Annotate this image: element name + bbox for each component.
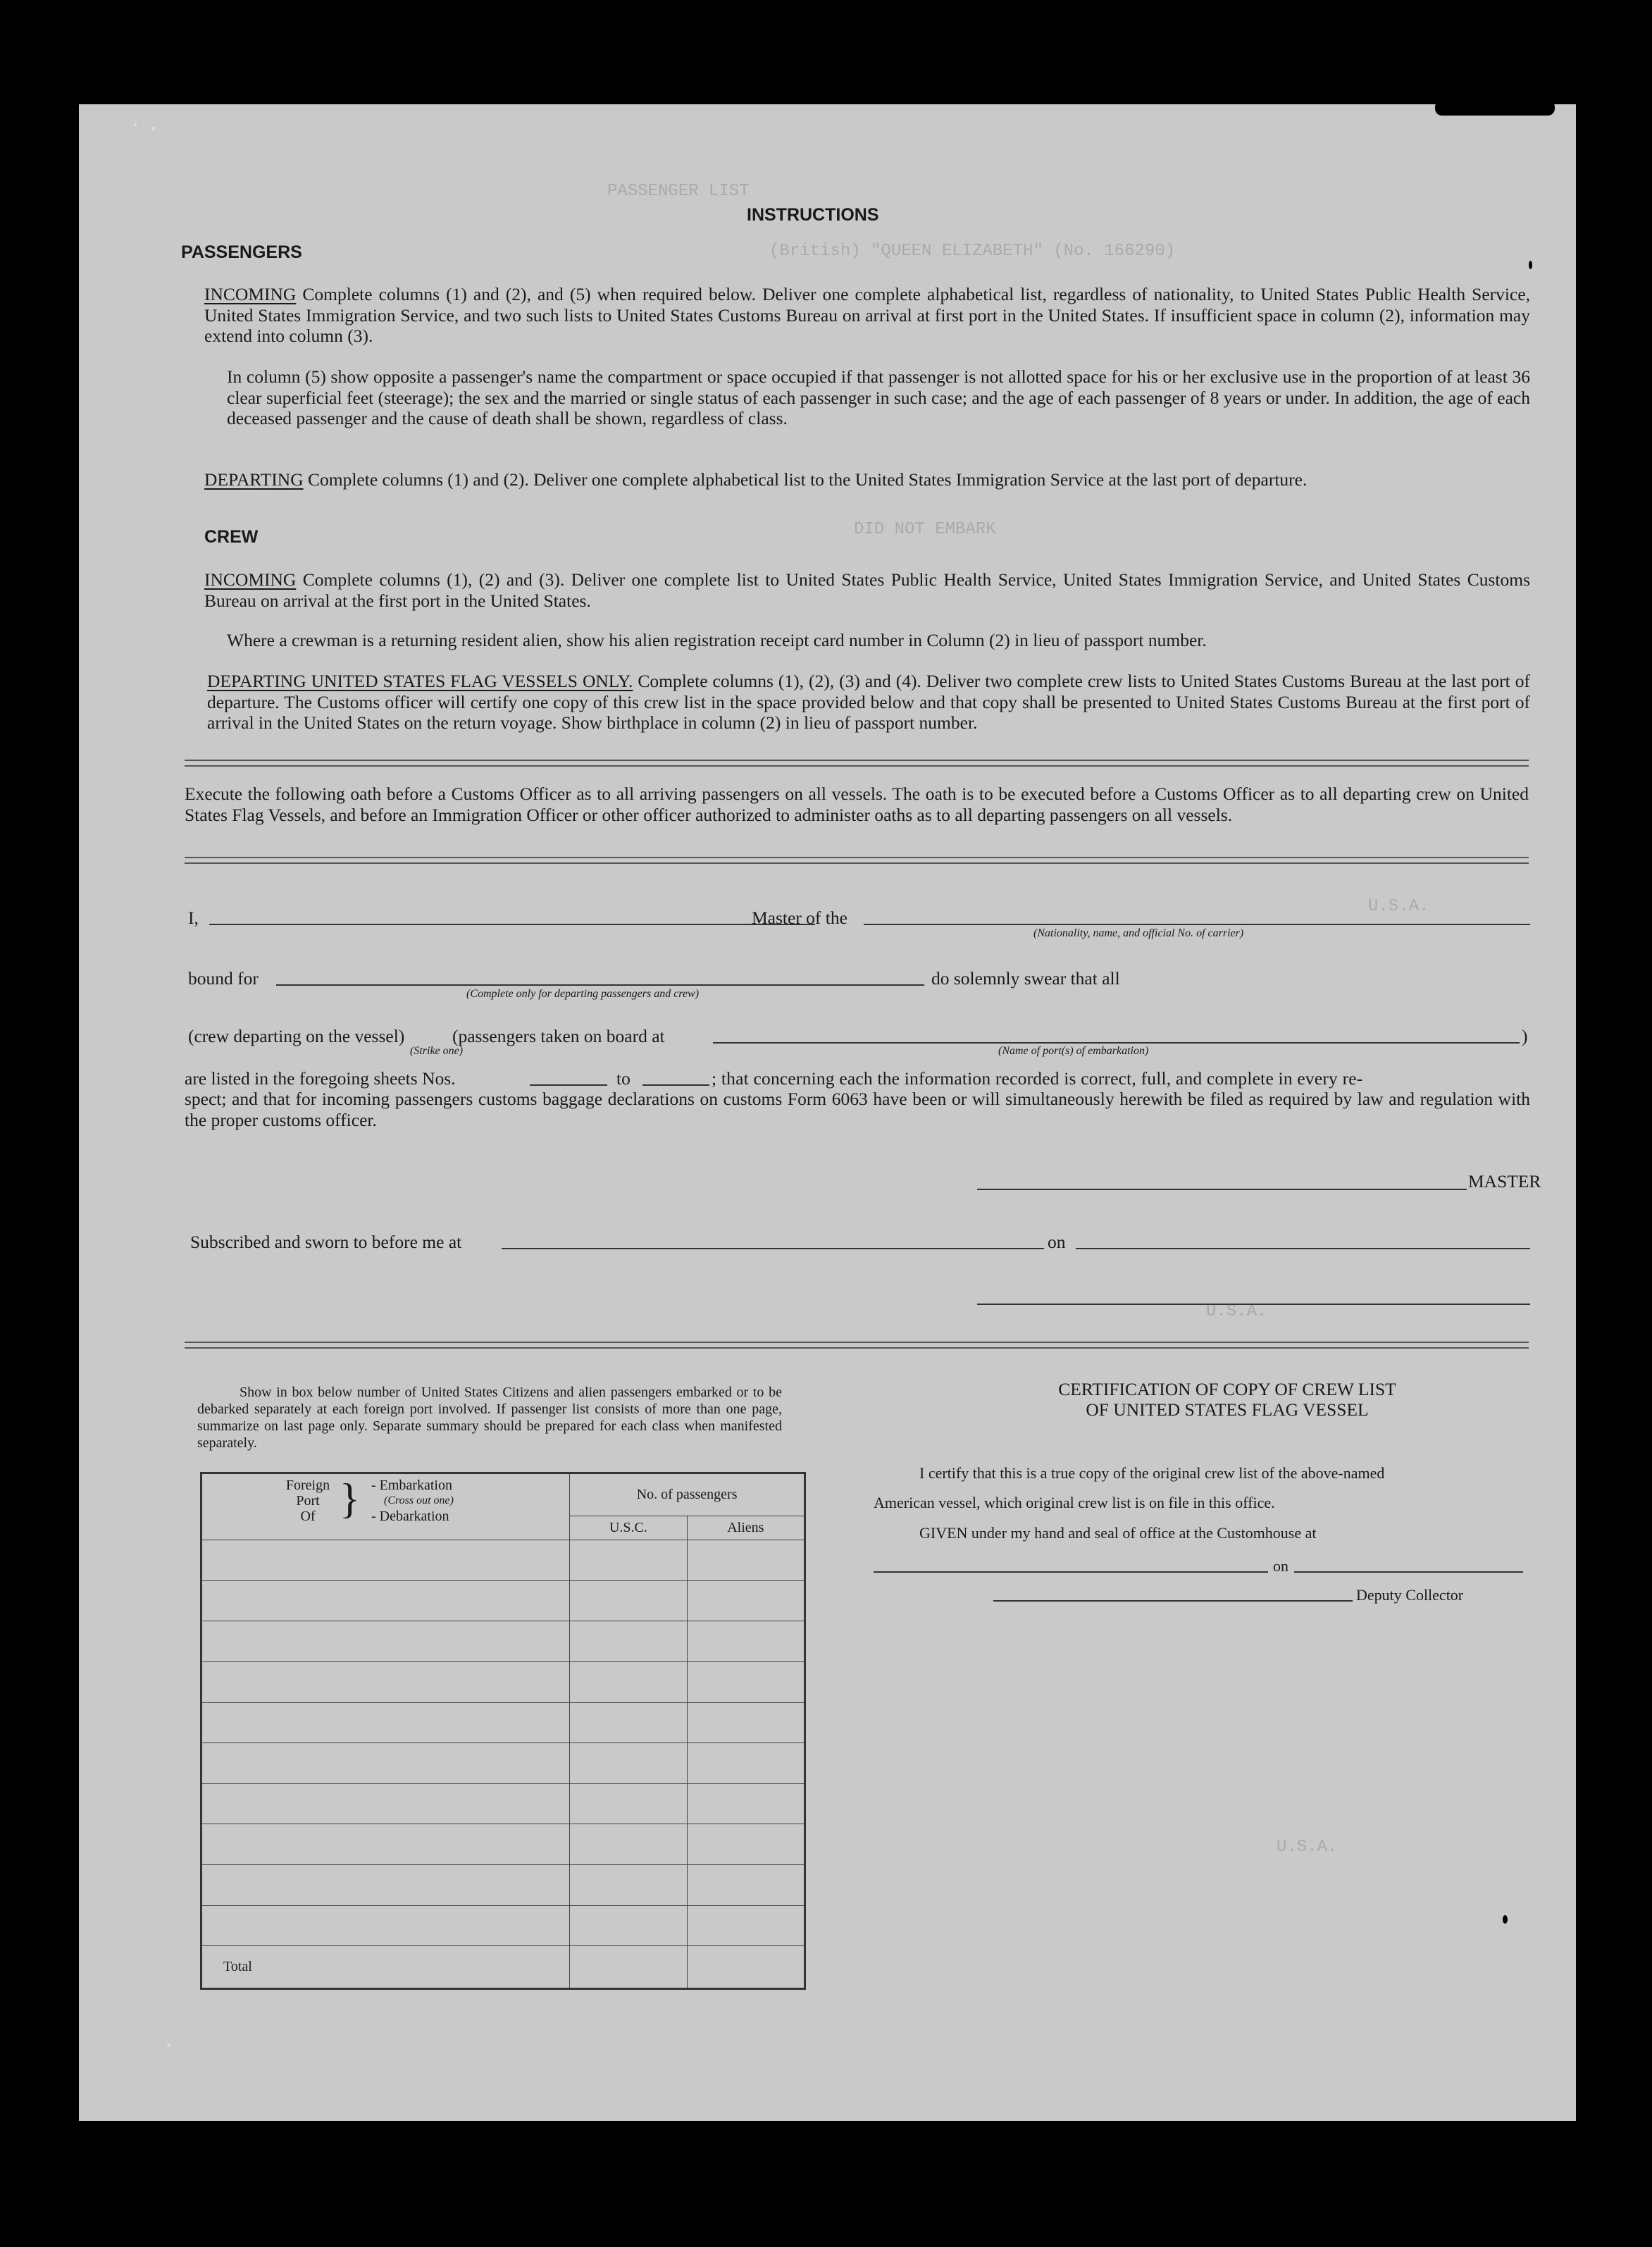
aliens-cell[interactable] bbox=[687, 1865, 805, 1906]
departing-label: DEPARTING bbox=[204, 469, 304, 490]
aliens-cell[interactable] bbox=[687, 1783, 805, 1824]
passengers-taken-option: (passengers taken on board at bbox=[452, 1026, 665, 1046]
i-label: I, bbox=[188, 908, 199, 928]
usc-cell[interactable] bbox=[570, 1743, 687, 1784]
crew-departing-text: Complete columns (1), (2), (3) and (4). Deliver two complete crew lists to United States Customs Bureau at the last port of departure. The Customs officer will certify one copy of this crew list in the space provided below and that copy shall be presented to United States Customs Bureau at the first port of arrival in the United States on the return voyage. Show birthplace in column (2) in lieu of passport number. bbox=[207, 671, 1530, 733]
certify-text-1: I certify that this is a true copy of the original crew list of the above-named bbox=[919, 1464, 1385, 1482]
total-label: Total bbox=[223, 1959, 252, 1975]
section-divider bbox=[185, 760, 1529, 767]
passenger-summary-table bbox=[200, 1472, 806, 1990]
embarkation-ports-field[interactable] bbox=[713, 1042, 1520, 1044]
scan-speck bbox=[167, 2043, 170, 2047]
summary-instructions: Show in box below number of United States Citizens and alien passengers embarked or to be debarked separately at each foreign port involved. If passenger list consists of more than one page, summarize on last page only. Separate summary should be prepared for each class when manifested separately. bbox=[197, 1385, 782, 1451]
departing-flag-vessels-label: DEPARTING UNITED STATES FLAG VESSELS ONLY. bbox=[207, 671, 633, 691]
usc-cell[interactable] bbox=[570, 1865, 687, 1906]
form-sheet bbox=[79, 104, 1576, 2121]
aliens-cell[interactable] bbox=[687, 1905, 805, 1946]
strike-one-caption: (Strike one) bbox=[410, 1045, 464, 1057]
sworn-place-field[interactable] bbox=[502, 1248, 1044, 1249]
bound-for-label: bound for bbox=[188, 968, 259, 989]
crew-departing-paragraph bbox=[207, 671, 1530, 733]
brace-icon: } bbox=[340, 1475, 360, 1522]
usc-cell[interactable] bbox=[570, 1580, 687, 1621]
certification-title-1: CERTIFICATION OF COPY OF CREW LIST bbox=[1058, 1379, 1396, 1399]
port-cell[interactable] bbox=[201, 1702, 570, 1743]
aliens-cell[interactable] bbox=[687, 1580, 805, 1621]
master-name-field[interactable] bbox=[209, 924, 815, 925]
port-cell[interactable] bbox=[201, 1783, 570, 1824]
cross-out-caption: (Cross out one) bbox=[384, 1494, 454, 1506]
master-signature-field[interactable] bbox=[977, 1189, 1467, 1190]
officer-signature-field[interactable] bbox=[977, 1304, 1530, 1305]
usc-cell[interactable] bbox=[570, 1661, 687, 1702]
sworn-on-label: on bbox=[1048, 1232, 1066, 1252]
bound-for-field[interactable] bbox=[276, 984, 924, 986]
total-label-cell bbox=[201, 1946, 570, 1989]
sheet-to-field[interactable] bbox=[642, 1084, 709, 1086]
port-cell[interactable] bbox=[201, 1865, 570, 1906]
scan-speck bbox=[1529, 261, 1532, 269]
port-cell[interactable] bbox=[201, 1540, 570, 1581]
aliens-cell[interactable] bbox=[687, 1743, 805, 1784]
port-cell[interactable] bbox=[201, 1905, 570, 1946]
master-label: MASTER bbox=[1468, 1171, 1541, 1191]
port-cell[interactable] bbox=[201, 1661, 570, 1702]
listed-to-label: to bbox=[616, 1068, 631, 1089]
usc-total-cell[interactable] bbox=[570, 1946, 687, 1989]
usc-cell[interactable] bbox=[570, 1783, 687, 1824]
no-of-passengers-header: No. of passengers bbox=[570, 1473, 805, 1516]
passengers-heading: PASSENGERS bbox=[181, 242, 302, 262]
debarkation-label: - Debarkation bbox=[371, 1509, 449, 1524]
bleed-through-text: U.S.A. bbox=[1277, 1838, 1338, 1857]
of-label: Of bbox=[300, 1509, 316, 1524]
passengers-incoming-paragraph bbox=[204, 284, 1530, 347]
bleed-through-text: PASSENGER LIST bbox=[607, 182, 750, 201]
close-paren: ) bbox=[1522, 1026, 1528, 1046]
subscribed-label: Subscribed and sworn to before me at bbox=[190, 1232, 462, 1252]
aliens-cell[interactable] bbox=[687, 1702, 805, 1743]
port-label: Port bbox=[296, 1493, 320, 1509]
certification-on-label: on bbox=[1273, 1557, 1288, 1575]
column5-paragraph: In column (5) show opposite a passenger's name the compartment or space occupied if that passenger is not allotted space for his or her exclusive use in the proportion of at least 36 clear superficial feet (steerage); the sex and the married or single status of each passenger in such case; and the age of each passenger of 8 years or under. In addition, the age of each deceased passenger and the cause of death shall be shown, regardless of class. bbox=[227, 366, 1530, 428]
bleed-through-text: DID NOT EMBARK bbox=[854, 520, 996, 539]
usc-cell[interactable] bbox=[570, 1824, 687, 1865]
instructions-title: INSTRUCTIONS bbox=[747, 205, 879, 225]
aliens-cell[interactable] bbox=[687, 1621, 805, 1662]
sworn-date-field[interactable] bbox=[1076, 1248, 1530, 1249]
crew-incoming-text: Complete columns (1), (2) and (3). Deliver one complete list to United States Public Health Service, United States Immigration Service, and United States Customs Bureau on arrival at the first port in the United States. bbox=[204, 569, 1531, 611]
usc-cell[interactable] bbox=[570, 1540, 687, 1581]
ports-caption: (Name of port(s) of embarkation) bbox=[998, 1045, 1149, 1057]
port-header-cell bbox=[201, 1473, 570, 1540]
crew-resident-paragraph: Where a crewman is a returning resident alien, show his alien registration receipt card number in Column (2) in lieu of passport number. bbox=[227, 630, 1207, 650]
customhouse-field[interactable] bbox=[874, 1571, 1268, 1573]
torn-edge-mark bbox=[1435, 100, 1555, 116]
sheet-from-field[interactable] bbox=[530, 1084, 607, 1086]
aliens-cell[interactable] bbox=[687, 1824, 805, 1865]
crew-departing-option: (crew departing on the vessel) bbox=[188, 1026, 405, 1046]
aliens-cell[interactable] bbox=[687, 1540, 805, 1581]
listed-text-2: ; that concerning each the information recorded is correct, full, and complete in every re- bbox=[712, 1068, 1363, 1089]
aliens-cell[interactable] bbox=[687, 1661, 805, 1702]
carrier-field[interactable] bbox=[864, 924, 1530, 925]
certify-text-2: American vessel, which original crew list is on file in this office. bbox=[874, 1494, 1275, 1511]
deputy-collector-signature-field[interactable] bbox=[993, 1600, 1353, 1602]
port-cell[interactable] bbox=[201, 1824, 570, 1865]
scan-speck bbox=[134, 123, 137, 126]
usc-cell[interactable] bbox=[570, 1621, 687, 1662]
foreign-label: Foreign bbox=[285, 1478, 330, 1493]
incoming-label: INCOMING bbox=[204, 569, 297, 590]
passengers-incoming-text: Complete columns (1) and (2), and (5) when required below. Deliver one complete alphabetical list, regardless of nationality, to United States Public Health Service, United States Immigration Service, and two such lists to United States Customs Bureau on arrival at first port in the United States. If insufficient space in column (2), information may extend into column (3). bbox=[204, 284, 1531, 346]
crew-incoming-paragraph bbox=[204, 569, 1530, 611]
certification-title-2: OF UNITED STATES FLAG VESSEL bbox=[1086, 1399, 1369, 1420]
port-cell[interactable] bbox=[201, 1743, 570, 1784]
complete-only-caption: (Complete only for departing passengers and crew) bbox=[466, 988, 700, 1000]
certification-date-field[interactable] bbox=[1294, 1571, 1523, 1573]
solemnly-swear-label: do solemnly swear that all bbox=[931, 968, 1120, 989]
nationality-caption: (Nationality, name, and official No. of carrier) bbox=[1033, 927, 1244, 939]
bleed-through-text: U.S.A. bbox=[1206, 1302, 1267, 1321]
scan-speck bbox=[151, 127, 155, 130]
crew-heading: CREW bbox=[204, 527, 259, 547]
master-of-the-label: Master of the bbox=[752, 908, 847, 928]
deputy-collector-label: Deputy Collector bbox=[1356, 1586, 1464, 1604]
port-cell[interactable] bbox=[201, 1580, 570, 1621]
listed-text-3: spect; and that for incoming passengers customs baggage declarations on customs Form 6063 have been or will simultaneously herewith be filed as required by law and regulation with the proper customs officer. bbox=[185, 1089, 1530, 1130]
oath-intro: Execute the following oath before a Customs Officer as to all arriving passengers on all vessels. The oath is to be executed before a Customs Officer as to all departing crew on United States Flag Vessels, and before an Immigration Officer or other officer authorized to administer oaths as to all departing passengers on all vessels. bbox=[185, 784, 1529, 825]
passengers-departing-text: Complete columns (1) and (2). Deliver one complete alphabetical list to the United States Immigration Service at the last port of departure. bbox=[308, 469, 1308, 490]
usc-cell[interactable] bbox=[570, 1905, 687, 1946]
given-text: GIVEN under my hand and seal of office at the Customhouse at bbox=[919, 1524, 1317, 1542]
incoming-label: INCOMING bbox=[204, 284, 297, 304]
bleed-through-text: (British) "QUEEN ELIZABETH" (No. 166290) bbox=[769, 242, 1176, 261]
passengers-departing-paragraph bbox=[204, 469, 1530, 490]
scan-speck bbox=[1503, 1915, 1508, 1924]
embarkation-label: - Embarkation bbox=[371, 1478, 452, 1493]
aliens-total-cell[interactable] bbox=[687, 1946, 805, 1989]
section-divider bbox=[185, 857, 1529, 864]
section-divider bbox=[185, 1342, 1529, 1349]
usc-cell[interactable] bbox=[570, 1702, 687, 1743]
port-cell[interactable] bbox=[201, 1621, 570, 1662]
aliens-header: Aliens bbox=[687, 1516, 805, 1540]
usc-header: U.S.C. bbox=[570, 1516, 687, 1540]
listed-text-1: are listed in the foregoing sheets Nos. bbox=[185, 1068, 456, 1089]
bleed-through-text: U.S.A. bbox=[1368, 897, 1429, 916]
